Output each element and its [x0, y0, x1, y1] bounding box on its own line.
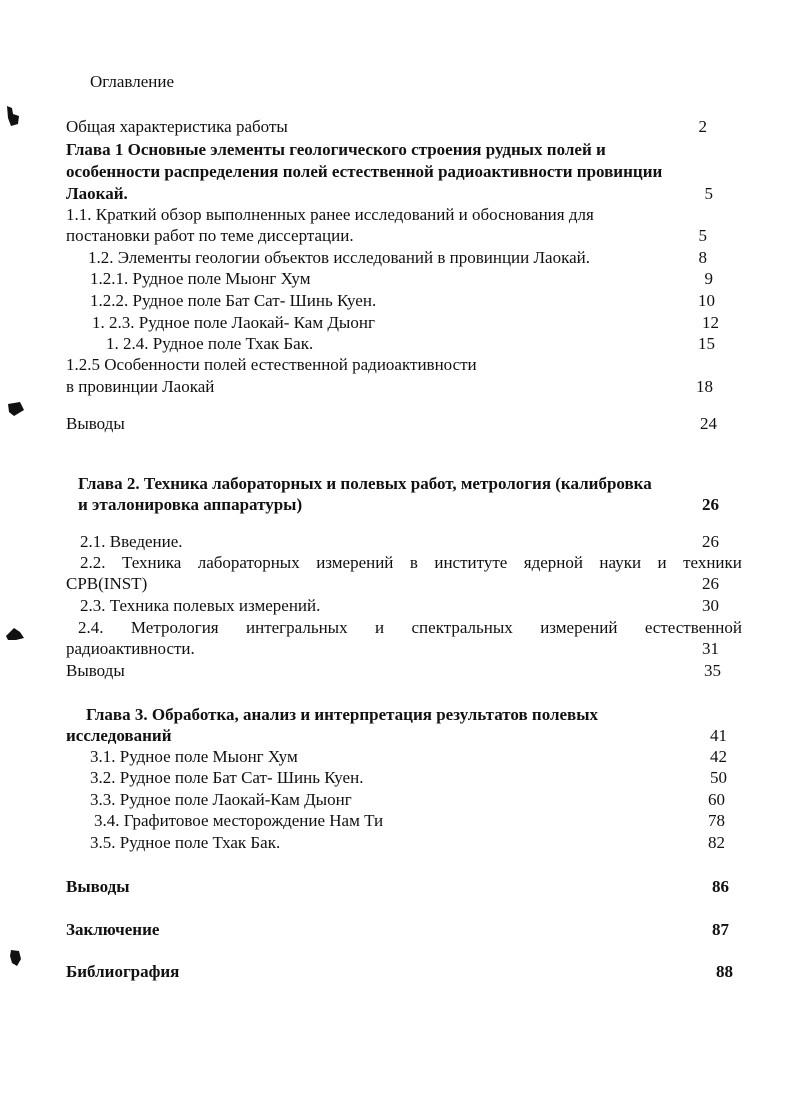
toc-section-2-1-page: 26: [702, 532, 719, 551]
toc-conclusion-title: Заключение: [66, 920, 160, 939]
toc-section-3-2-title: 3.2. Рудное поле Бат Сат- Шинь Куен.: [90, 768, 364, 787]
word: в: [409, 553, 418, 572]
toc-chapter3-line1: Глава 3. Обработка, анализ и интерпретация результатов полевых: [86, 705, 599, 724]
toc-bibliography-title: Библиография: [66, 962, 180, 981]
toc-section-1-2-5-line1: 1.2.5 Особенности полей естественной радиоактивности: [66, 355, 477, 374]
toc-section-2-4-line2: радиоактивности.: [66, 639, 195, 658]
toc-conclusions-1-title: Выводы: [66, 414, 125, 433]
toc-section-3-4-page: 78: [708, 811, 725, 830]
toc-entry-general-title: Общая характеристика работы: [66, 117, 288, 136]
toc-section-2-3-title: 2.3. Техника полевых измерений.: [80, 596, 321, 615]
word: спектральных: [411, 618, 513, 637]
toc-conclusion-page: 87: [712, 920, 729, 939]
word: институте: [434, 553, 508, 572]
toc-section-3-3-title: 3.3. Рудное поле Лаокай-Кам Дыонг: [90, 790, 352, 809]
toc-section-3-1-title: 3.1. Рудное поле Мыонг Хум: [90, 747, 298, 766]
toc-chapter3-line2: исследований: [66, 726, 172, 745]
word: ядерной: [523, 553, 583, 572]
toc-section-3-2-page: 50: [710, 768, 727, 787]
toc-section-1-2-2-title: 1.2.2. Рудное поле Бат Сат- Шинь Куен.: [90, 291, 377, 310]
toc-section-1-2-title: 1.2. Элементы геологии объектов исследований в провинции Лаокай.: [88, 248, 590, 267]
toc-chapter1-line3: Лаокай.: [66, 184, 128, 203]
toc-section-3-5-page: 82: [708, 833, 725, 852]
toc-section-1-2-3-page: 12: [702, 313, 719, 332]
toc-section-3-4-title: 3.4. Графитовое месторождение Нам Ти: [94, 811, 384, 830]
toc-section-1-1-line1: 1.1. Краткий обзор выполненных ранее исследований и обоснования для: [66, 205, 594, 224]
toc-heading: Оглавление: [90, 72, 174, 91]
toc-chapter1-line1: Глава 1 Основные элементы геологического строения рудных полей и: [66, 140, 606, 159]
toc-chapter2-page: 26: [702, 495, 719, 514]
toc-section-2-2-line2: CPB(INST): [66, 574, 148, 593]
word: Метрология: [130, 618, 219, 637]
toc-conclusions-3-page: 86: [712, 877, 729, 896]
word: и: [375, 618, 385, 637]
toc-section-1-1-page: 5: [698, 226, 707, 245]
toc-chapter1-page: 5: [704, 184, 713, 203]
toc-conclusions-2-page: 35: [704, 661, 721, 680]
word: науки: [599, 553, 642, 572]
word: измерений: [316, 553, 394, 572]
toc-chapter3-page: 41: [710, 726, 727, 745]
scan-blot-mark: [4, 626, 26, 642]
toc-section-1-2-3-title: 1. 2.3. Рудное поле Лаокай- Кам Дыонг: [92, 313, 375, 332]
toc-chapter2-line1: Глава 2. Техника лабораторных и полевых работ, метрология (калибровка: [78, 474, 652, 493]
word: естественной: [644, 618, 742, 637]
toc-bibliography-page: 88: [716, 962, 733, 981]
toc-conclusions-2-title: Выводы: [66, 661, 125, 680]
word: лабораторных: [197, 553, 300, 572]
toc-section-1-2-4-page: 15: [698, 334, 715, 353]
toc-entry-general-page: 2: [698, 117, 707, 136]
toc-section-1-2-4-title: 1. 2.4. Рудное поле Тхак Бак.: [106, 334, 314, 353]
toc-section-2-1-title: 2.1. Введение.: [80, 532, 183, 551]
toc-conclusions-1-page: 24: [700, 414, 717, 433]
toc-conclusions-3-title: Выводы: [66, 877, 130, 896]
toc-section-1-1-line2: постановки работ по теме диссертации.: [66, 226, 354, 245]
toc-section-1-2-5-page: 18: [696, 377, 713, 396]
scan-blot-mark: [8, 948, 24, 968]
toc-section-3-5-title: 3.5. Рудное поле Тхак Бак.: [90, 833, 281, 852]
toc-section-2-4-line1: [78, 618, 742, 638]
toc-chapter2-line2: и эталонировка аппаратуры): [78, 495, 303, 514]
toc-section-2-4-page: 31: [702, 639, 719, 658]
word: 2.2.: [80, 553, 106, 572]
word: 2.4.: [78, 618, 104, 637]
toc-section-2-2-line1: [80, 553, 742, 573]
word: Техника: [121, 553, 182, 572]
toc-section-3-1-page: 42: [710, 747, 727, 766]
toc-section-1-2-5-line2: в провинции Лаокай: [66, 377, 215, 396]
toc-section-1-2-page: 8: [698, 248, 707, 267]
word: измерений: [540, 618, 618, 637]
toc-section-1-2-2-page: 10: [698, 291, 715, 310]
toc-section-1-2-1-page: 9: [704, 269, 713, 288]
toc-section-2-3-page: 30: [702, 596, 719, 615]
word: интегральных: [246, 618, 348, 637]
toc-section-1-2-1-title: 1.2.1. Рудное поле Мыонг Хум: [90, 269, 311, 288]
scan-blot-mark: [4, 104, 22, 128]
toc-chapter1-line2: особенности распределения полей естественной радиоактивности провинции: [66, 162, 663, 181]
word: техники: [683, 553, 742, 572]
scan-blot-mark: [6, 400, 26, 420]
toc-section-2-2-page: 26: [702, 574, 719, 593]
toc-section-3-3-page: 60: [708, 790, 725, 809]
word: и: [657, 553, 667, 572]
